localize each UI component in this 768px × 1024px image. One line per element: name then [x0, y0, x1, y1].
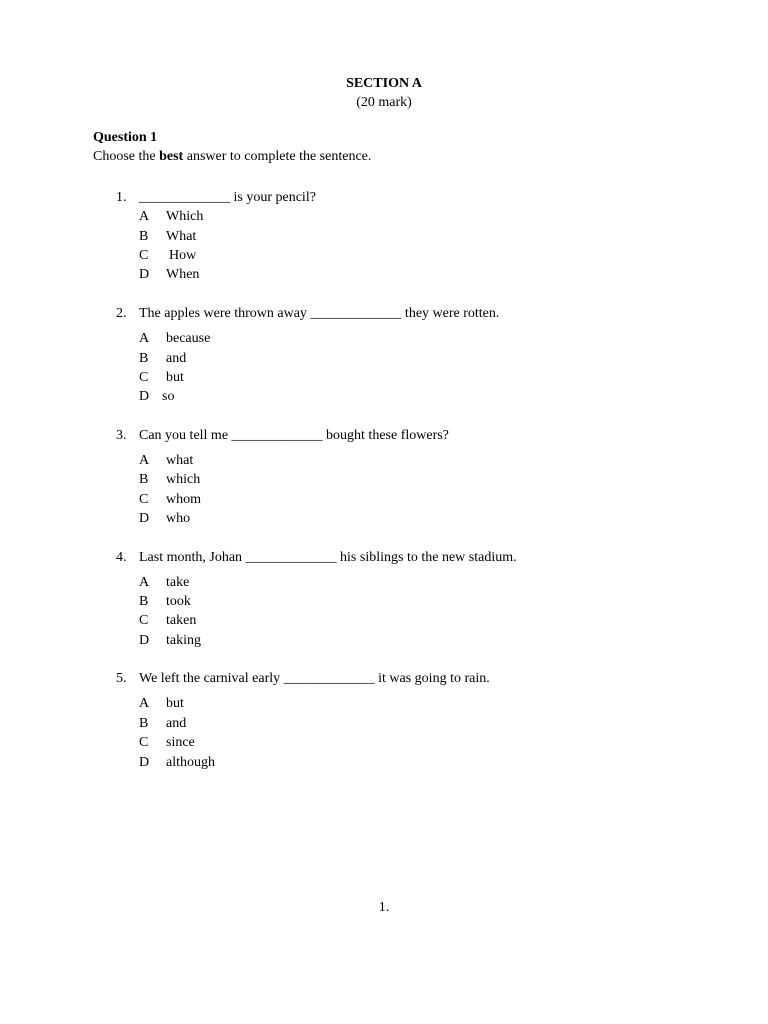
option-text: and — [166, 716, 187, 731]
option-letter: D — [139, 633, 150, 648]
option-letter: C — [139, 735, 149, 750]
option-letter: C — [139, 248, 149, 263]
option-letter: B — [139, 472, 149, 487]
instruction-text-pre: Choose the — [93, 149, 160, 164]
option-text: since — [166, 735, 195, 750]
option-letter: B — [139, 594, 149, 609]
section-title: SECTION A — [346, 76, 422, 91]
option-text: because — [166, 331, 211, 346]
option-letter: B — [139, 716, 149, 731]
item-stem: Can you tell me _____________ bought these flowers? — [139, 428, 449, 443]
option-text: What — [166, 229, 197, 244]
option-letter: D — [139, 511, 150, 526]
item-number: 4. — [116, 550, 127, 565]
option-text: whom — [166, 492, 201, 507]
option-text: When — [166, 267, 200, 282]
item-number: 5. — [116, 671, 127, 686]
question-heading: Question 1 — [93, 130, 158, 145]
option-letter: A — [139, 331, 150, 346]
option-letter: A — [139, 453, 150, 468]
page-number: 1. — [378, 900, 390, 915]
option-text: although — [166, 755, 215, 770]
option-letter: C — [139, 370, 149, 385]
option-letter: B — [139, 229, 149, 244]
option-text: which — [166, 472, 201, 487]
question-instruction — [93, 149, 371, 165]
option-text: take — [166, 575, 190, 590]
option-text: who — [166, 511, 191, 526]
option-letter: C — [139, 613, 149, 628]
option-text: Which — [166, 209, 204, 224]
option-text: taken — [166, 613, 197, 628]
option-text: and — [166, 351, 187, 366]
item-stem: We left the carnival early _____________ it was going to rain. — [139, 671, 490, 686]
option-text: took — [166, 594, 191, 609]
option-text: How — [169, 248, 197, 263]
option-letter: D — [139, 755, 150, 770]
option-letter: A — [139, 696, 150, 711]
section-marks: (20 mark) — [356, 95, 412, 110]
option-text: taking — [166, 633, 201, 648]
option-text: but — [166, 696, 184, 711]
option-text: but — [166, 370, 184, 385]
item-number: 1. — [116, 190, 127, 205]
item-stem: _____________ is your pencil? — [139, 190, 316, 205]
instruction-emphasis: best — [159, 149, 184, 164]
option-letter: C — [139, 492, 149, 507]
option-text: what — [166, 453, 194, 468]
instruction-text-post: answer to complete the sentence. — [183, 149, 372, 164]
option-letter: A — [139, 209, 150, 224]
option-letter: D — [139, 389, 150, 404]
option-text: so — [162, 389, 175, 404]
item-number: 3. — [116, 428, 127, 443]
option-letter: A — [139, 575, 150, 590]
item-number: 2. — [116, 306, 127, 321]
item-stem: The apples were thrown away _____________ they were rotten. — [139, 306, 500, 321]
option-letter: D — [139, 267, 150, 282]
option-letter: B — [139, 351, 149, 366]
item-stem: Last month, Johan _____________ his siblings to the new stadium. — [139, 550, 517, 565]
